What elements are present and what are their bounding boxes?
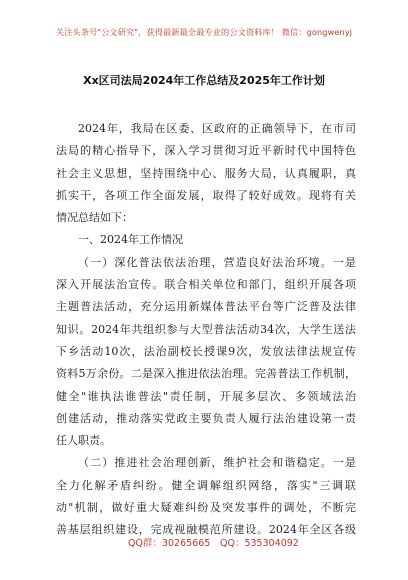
body-text-line: 深入开展法治宣传。联合相关单位和部门，组织开展各项 [56, 278, 356, 292]
section-heading: 一、2024年工作情况 [78, 233, 183, 247]
body-text-line: 健全"谁执法谁普法"责任制，开展多层次、多领域法治 [56, 389, 356, 403]
body-text-line: （一）深化普法依法治理，营造良好法治环境。一是 [78, 255, 356, 269]
body-text-line: 主题普法活动，充分运用新媒体普法平台等广泛普及法律 [56, 300, 356, 314]
body-text-line: 知识。2024年共组织参与大型普法活动34次，大学生送法 [56, 322, 356, 336]
body-text-line: 资料5万余份。二是深入推进依法治理。完善普法工作机制， [56, 367, 356, 381]
body-text-line: 法局的精心指导下，深入学习贯彻习近平新时代中国特色 [56, 144, 356, 158]
body-text-line: 创建活动，推动落实党政主要负责人履行法治建设第一责 [56, 411, 356, 425]
body-text-line: 2024年，我局在区委、区政府的正确领导下，在市司 [78, 122, 356, 135]
document-title: Xx区司法局2024年工作总结及2025年工作计划 [83, 74, 325, 87]
body-text-line: 善基层组织建设，完成视融模范所建设。2024年全区各级 [56, 523, 356, 537]
body-text-line: 抓实干，各项工作全面发展，取得了较好成效。现将有关 [56, 188, 356, 202]
body-text-line: 情况总结如下： [56, 211, 133, 225]
footer-qq-group: QQ群：30265665 [128, 538, 211, 549]
body-text-line: 任人职责。 [56, 434, 111, 448]
footer-qq-contact: QQ：535304092 [220, 538, 299, 549]
body-text-line: 全力化解矛盾纠纷。健全调解组织网络，落实"三调联 [56, 478, 356, 492]
body-text-line: 社会主义思想，坚持围绕中心、服务大局，认真履职，真 [56, 166, 356, 180]
document-body [56, 118, 356, 542]
body-text-line: （二）推进社会治理创新，维护社会和谐稳定。一是 [78, 456, 356, 470]
body-text-line: 下乡活动10次，法治副校长授课9次，发放法律法规宣传 [56, 344, 356, 358]
body-text-line: 动"机制，做好重大疑难纠纷及突发事件的调处，不断完 [56, 501, 356, 515]
header-banner: 关注头条号"公文研究"，获得最新最全最专业的公文资料库！ 微信：gongwenyj [55, 27, 353, 37]
